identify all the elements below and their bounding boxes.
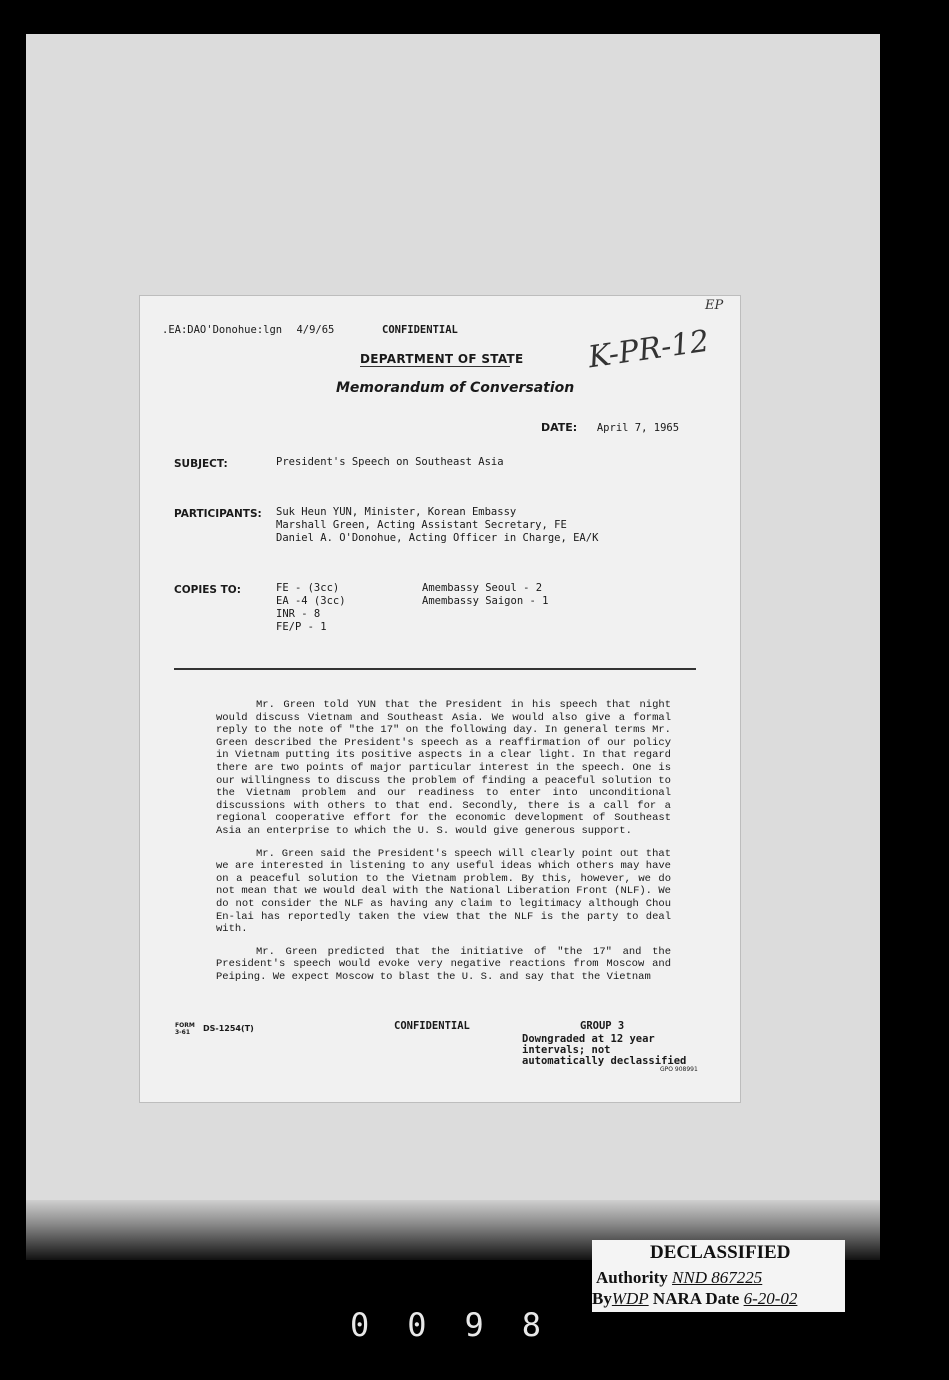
group-note-line: Downgraded at 12 year [522, 1033, 655, 1045]
ref-date: 4/9/65 [296, 324, 335, 336]
separator-rule [174, 668, 696, 670]
group-note-line: intervals; not [522, 1044, 611, 1056]
classification-top: CONFIDENTIAL [382, 324, 458, 336]
declassified-stamp [592, 1240, 845, 1312]
document-page [140, 296, 740, 1102]
body-paragraph: Mr. Green said the President's speech will clearly point out that we are interested in listening to any useful ideas which others may have on a peaceful solution to the Vietnam problem. By this, however, we do not mean that we would deal with the National Liberation Front (NLF). We do not consider the NLF as having any claim to legitimacy although Chou En-lai has reportedly taken the view that the NLF is the party to deal with. [216, 847, 671, 936]
by-value: WDP [611, 1289, 649, 1308]
handwritten-file-code: K-PR-12 [586, 323, 712, 376]
nara-date-label: NARA Date [652, 1289, 740, 1308]
group-note [522, 1034, 686, 1067]
copy-entry: Amembassy Seoul - 2 [422, 582, 543, 594]
subject-value: President's Speech on Southeast Asia [276, 456, 504, 468]
stamp-authority [596, 1268, 762, 1288]
memo-body [216, 699, 671, 993]
date-row [541, 416, 679, 435]
handwritten-initials: EP [705, 298, 724, 313]
body-paragraph: Mr. Green told YUN that the President in his speech that night would discuss Vietnam and Southeast Asia. We would also give a formal reply to the note of "the 17" on the following day. In general terms Mr. Green described the President's speech as a reaffirmation of our policy in Vietnam putting its positive aspects in a clear light. In that regard there are two points of major particular interest in the speech. One is our willingness to discuss the problem of finding a peaceful solution to the Vietnam problem and our readiness to enter into unconditional discussions with others to that end. Secondly, there is a call for a regional cooperative effort for the economic development of Southeast Asia an enterprise to which the U. S. would give generous support. [216, 699, 671, 837]
group-note-line: automatically declassified [522, 1055, 687, 1067]
stamp-date-line [592, 1289, 797, 1309]
form-number: DS-1254(T) [203, 1024, 254, 1033]
form-date: 3-61 [175, 1029, 191, 1036]
participants-label: PARTICIPANTS: [174, 508, 262, 520]
group-label: GROUP 3 [580, 1020, 625, 1032]
gpo-number: GPO 908991 [660, 1066, 698, 1073]
nara-date-value: 6-20-02 [743, 1289, 798, 1308]
memo-title: Memorandum of Conversation [336, 380, 575, 396]
participants-list [276, 506, 598, 545]
copies-right [422, 582, 548, 608]
authority-value: NND 867225 [672, 1268, 763, 1287]
copy-entry: INR - 8 [276, 608, 321, 620]
body-paragraph: Mr. Green predicted that the initiative of "the 17" and the President's speech would evoke very negative reactions from Moscow and Peiping. We expect Moscow to blast the U. S. and say that the Vietnam [216, 945, 671, 983]
date-label: DATE: [541, 421, 578, 434]
reference-line [162, 324, 334, 336]
date-value: April 7, 1965 [596, 422, 680, 434]
copy-entry: FE/P - 1 [276, 621, 327, 633]
department-title: DEPARTMENT OF STATE [360, 352, 524, 366]
authority-label: Authority [596, 1268, 668, 1287]
copy-entry: FE - (3cc) [276, 582, 340, 594]
copy-entry: EA -4 (3cc) [276, 595, 346, 607]
stamp-title: DECLASSIFIED [650, 1242, 791, 1263]
copies-label: COPIES TO: [174, 584, 241, 596]
by-label: By [592, 1289, 612, 1308]
title-underline [360, 366, 510, 367]
form-label-text: FORM [175, 1022, 195, 1029]
copies-left [276, 582, 346, 634]
frame-number: 0098 [350, 1306, 580, 1344]
classification-bottom: CONFIDENTIAL [394, 1020, 470, 1032]
participant: Suk Heun YUN, Minister, Korean Embassy [276, 506, 517, 518]
copy-entry: Amembassy Saigon - 1 [422, 595, 549, 607]
participant: Marshall Green, Acting Assistant Secretary, FE [276, 519, 567, 531]
form-label [175, 1022, 195, 1036]
subject-label: SUBJECT: [174, 458, 228, 470]
participant: Daniel A. O'Donohue, Acting Officer in Charge, EA/K [276, 532, 599, 544]
drafter-ref: .EA:DAO'Donohue:lgn [162, 324, 283, 336]
